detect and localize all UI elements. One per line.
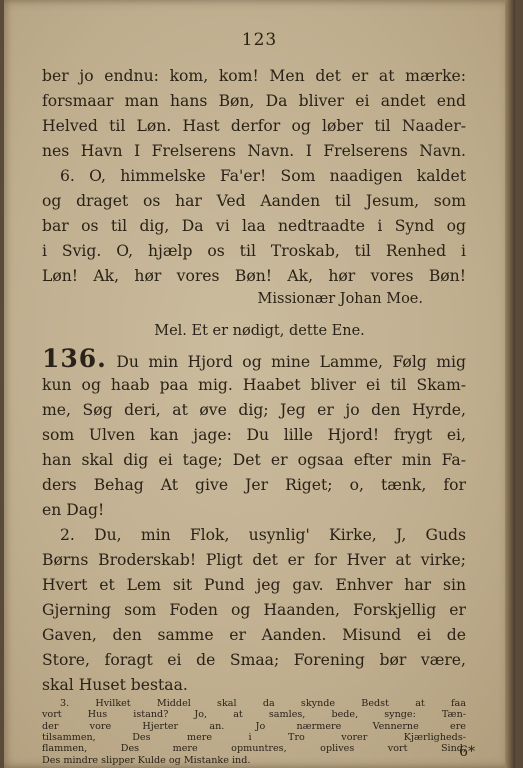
verse-3-line: tilsammen, Des mere i Tro vorer Kjærligheds- [42, 731, 466, 743]
verse-2-line: Gaven, den samme er Aanden. Misund ei de [42, 626, 466, 644]
page-number: 123 [241, 30, 278, 50]
verse-2-line: skal Huset bestaa. [42, 676, 188, 694]
verse-1-line: som Ulven kan jage: Du lille Hjord! frygt ei, [42, 426, 466, 444]
verse-1-line: ders Behag At give Jer Riget; o, tænk, for [42, 476, 466, 494]
signature-mark: 6* [459, 744, 475, 760]
verse-1-line: kun og haab paa mig. Haabet bliver ei til Skam- [42, 376, 466, 394]
verse-1-first-line: Du min Hjord og mine Lamme, Følg mig [116, 353, 466, 371]
hymn-number: 136. [42, 346, 107, 372]
verse-3-line: vort Hus istand? Jo, at samles, bede, synge: Tæn- [42, 709, 466, 721]
verse-3-line: flammen, Des mere opmuntres, oplives vort Sind, [42, 743, 466, 755]
book-page [4, 0, 515, 768]
verse-2-line: Børns Broderskab! Pligt det er for Hver at virke; [42, 551, 466, 569]
text-line: ber jo endnu: kom, kom! Men det er at mærke: [42, 67, 466, 85]
verse-3-line: der vore Hjerter an. Jo nærmere Vennerne ere [42, 720, 466, 732]
book-spine [505, 0, 515, 768]
verse-6-line: bar os til dig, Da vi laa nedtraadte i Synd og [42, 217, 466, 235]
verse-1-line: me, Søg deri, at øve dig; Jeg er jo den Hyrde, [42, 401, 466, 419]
text-line: Helved til Løn. Hast derfor og løber til Naader- [42, 117, 466, 135]
melody-line: Mel. Et er nødigt, dette Ene. [154, 323, 365, 339]
text-line: forsmaar man hans Bøn, Da bliver ei andet end [42, 92, 466, 110]
text-line: nes Havn I Frelserens Navn. I Frelserens Navn. [42, 142, 466, 160]
verse-2-line: Store, foragt ei de Smaa; Forening bør være, [42, 651, 466, 669]
hymn-first-line [42, 346, 466, 372]
author-signature: Missionær Johan Moe. [257, 291, 423, 307]
verse-3-line: Des mindre slipper Kulde og Mistanke ind. [42, 754, 251, 766]
verse-2-line: 2. Du, min Flok, usynlig' Kirke, J, Guds [60, 526, 466, 544]
verse-6-line: Løn! Ak, hør vores Bøn! Ak, hør vores Bøn! [42, 267, 466, 285]
verse-2-line: Gjerning som Foden og Haanden, Forskjellig er [42, 601, 466, 619]
verse-2-line: Hvert et Lem sit Pund jeg gav. Enhver har sin [42, 576, 466, 594]
verse-3-line: 3. Hvilket Middel skal da skynde Bedst at faa [60, 698, 466, 709]
verse-6-line: og draget os har Ved Aanden til Jesum, som [42, 192, 466, 210]
verse-6-line: i Svig. O, hjælp os til Troskab, til Renhed i [42, 242, 466, 260]
verse-6-line: 6. O, himmelske Fa'er! Som naadigen kaldet [60, 167, 466, 185]
verse-1-line: en Dag! [42, 501, 105, 519]
verse-1-line: han skal dig ei tage; Det er ogsaa efter min Fa- [42, 451, 466, 469]
